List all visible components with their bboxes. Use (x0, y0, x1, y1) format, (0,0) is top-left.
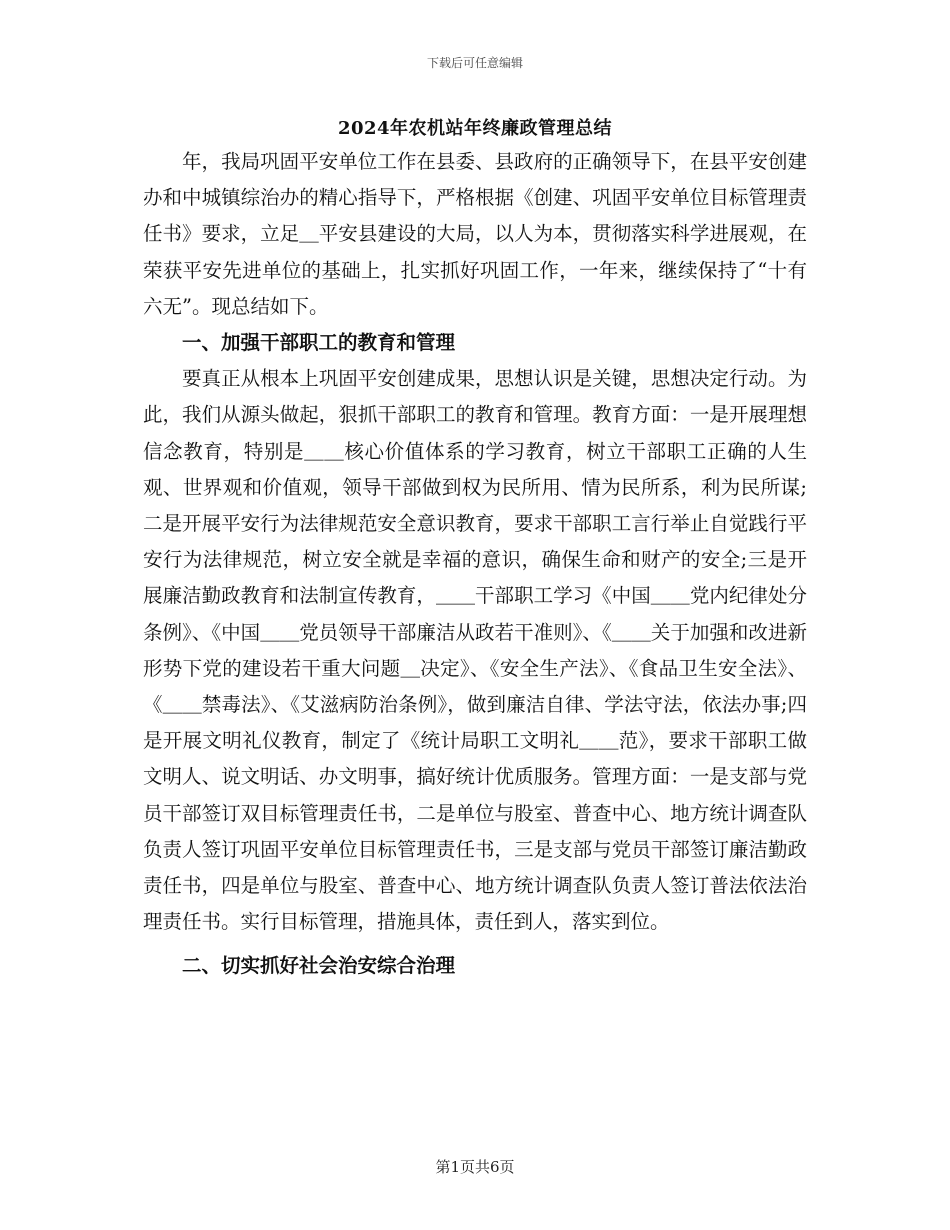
document-title: 2024年农机站年终廉政管理总结 (337, 118, 613, 139)
section-2-heading: 二、切实抓好社会治安综合治理 (182, 954, 456, 978)
header-note: 下载后可任意编辑 (426, 56, 523, 70)
intro-paragraph: 年，我局巩固平安单位工作在县委、县政府的正确领导下，在县平安创建办和中城镇综治办的精心指导下，严格根据《创建、巩固平安单位目标管理责任书》要求，立足＿平安县建设的大局，以人为本，贯彻落实科学进展观，在荣获平安先进单位的基础上，扎实抓好巩固工作，一年来，继续保持了“十有六无”。现总结如下。 (143, 150, 807, 318)
section-1-heading: 一、加强干部职工的教育和管理 (182, 331, 456, 355)
page-footer: 第1页共6页 (435, 1158, 515, 1176)
document-body (143, 144, 807, 985)
section-1-paragraph: 要真正从根本上巩固平安创建成果，思想认识是关键，思想决定行动。为此，我们从源头做起，狠抓干部职工的教育和管理。教育方面：一是开展理想信念教育，特别是＿＿核心价值体系的学习教育，树立干部职工正确的人生观、世界观和价值观，领导干部做到权为民所用、情为民所系，利为民所谋;二是开展平安行为法律规范安全意识教育，要求干部职工言行举止自觉践行平安行为法律规范，树立安全就是幸福的意识，确保生命和财产的安全;三是开展廉洁勤政教育和法制宣传教育，＿＿干部职工学习《中国＿＿党内纪律处分条例》、《中国＿＿党员领导干部廉洁从政若干准则》、《＿＿关于加强和改进新形势下党的建设若干重大问题＿决定》、《安全生产法》、《食品卫生安全法》、《＿＿禁毒法》、《艾滋病防治条例》，做到廉洁自律、学法守法，依法办事;四是开展文明礼仪教育，制定了《统计局职工文明礼＿＿范》，要求干部职工做文明人、说文明话、办文明事，搞好统计优质服务。管理方面：一是支部与党员干部签订双目标管理责任书，二是单位与股室、普查中心、地方统计调查队负责人签订巩固平安单位目标管理责任书，三是支部与党员干部签订廉洁勤政责任书，四是单位与股室、普查中心、地方统计调查队负责人签订普法依法治理责任书。实行目标管理，措施具体，责任到人，落实到位。 (143, 367, 807, 934)
